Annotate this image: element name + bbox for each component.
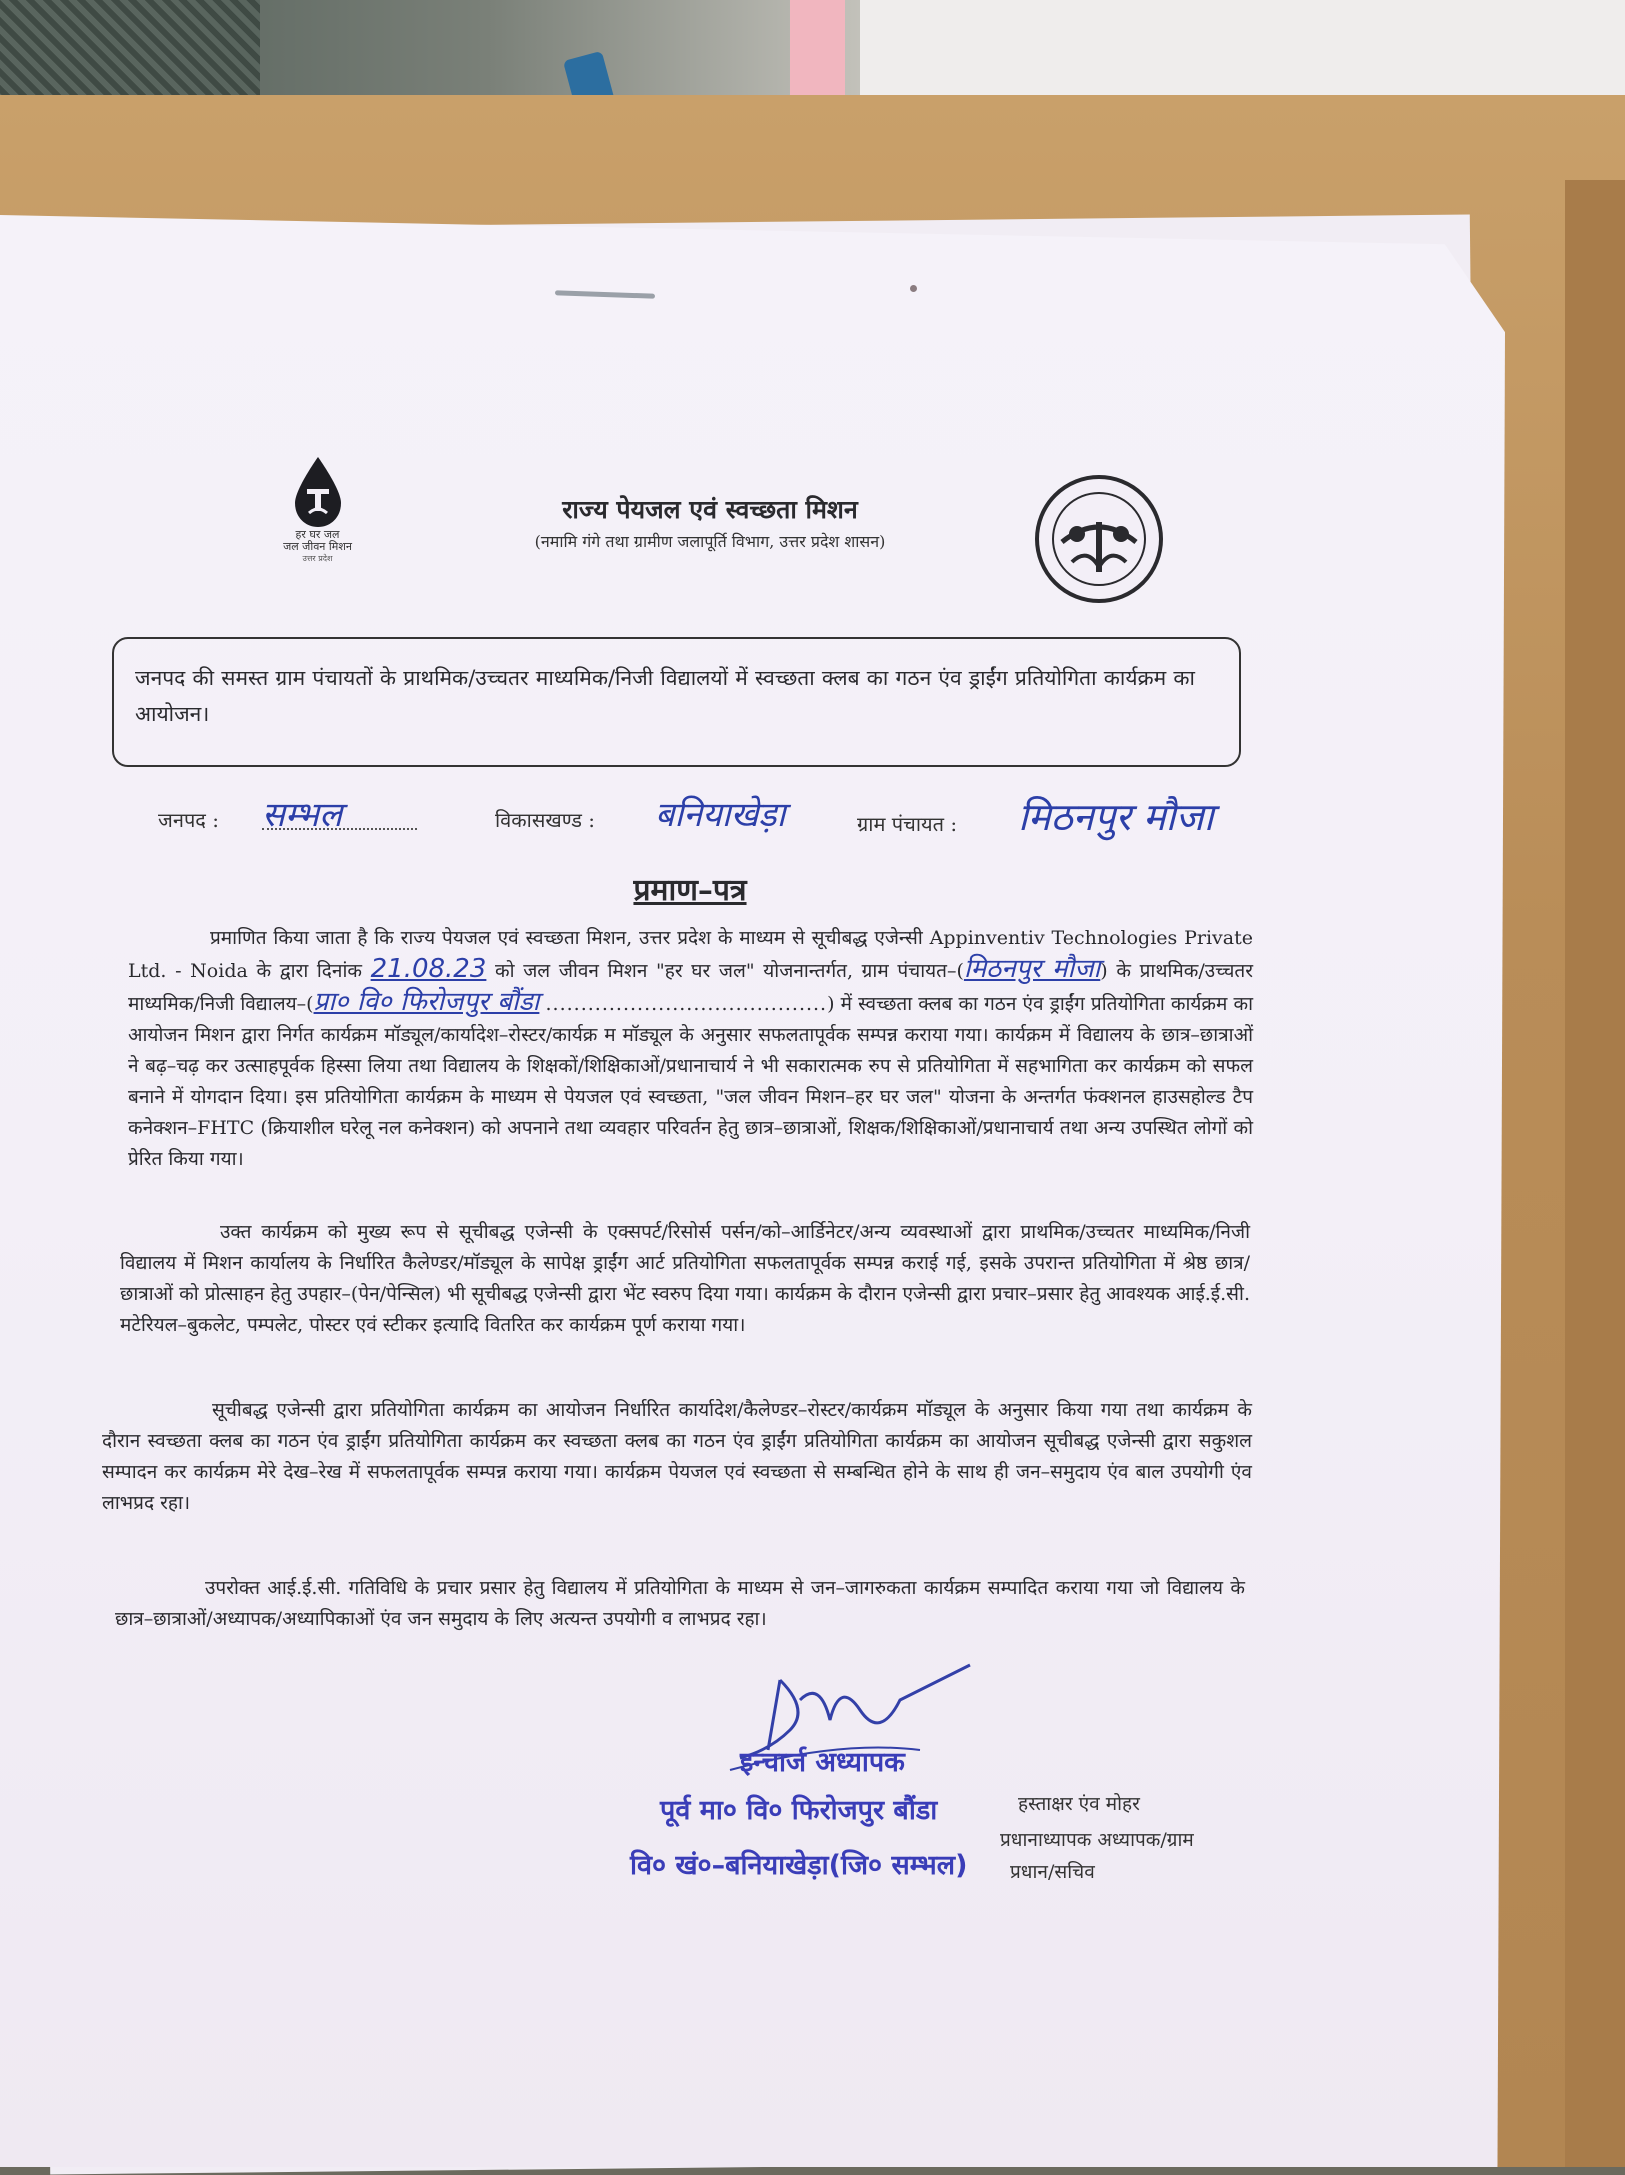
paragraph-4: उपरोक्त आई.ई.सी. गतिविधि के प्रचार प्रसार हेतु विद्यालय में प्रतियोगिता के माध्यम से जन–जागरुकता कार्यक्रम सम्पादित कराया गया जो विद्यालय के छात्र–छात्राओं/अध्यापक/अध्यापिकाओं एंव जन समुदाय के लिए अत्यन्त उपयोगी व लाभप्रद रहा। xyxy=(115,1577,1245,1630)
certificate-title: प्रमाण–पत्र xyxy=(633,873,747,908)
paragraph-1 xyxy=(128,923,1253,1175)
panchayat-label: ग्राम पंचायत : xyxy=(857,812,958,836)
left-logo xyxy=(265,455,370,585)
organization-title: राज्य पेयजल एवं स्वच्छता मिशन xyxy=(562,495,858,524)
block-label: विकासखण्ड : xyxy=(495,808,596,832)
p1-text-c: ) के प्राथमिक/उच्चतर माध्यमिक/निजी विद्यालय–( xyxy=(128,960,1253,1015)
p1-date: 21.08.23 xyxy=(370,954,487,984)
signature-note-3: प्रधान/सचिव xyxy=(1010,1861,1095,1883)
stamp-line-1: इन्चार्ज अध्यापक xyxy=(740,1747,905,1778)
p1-text-d: ) में स्वच्छता क्लब का गठन एंव ड्राईंग प्रतियोगिता कार्यक्रम का आयोजन मिशन द्वारा निर्गत कार्यक्रम मॉड्यूल/कार्यादेश–रोस्टर/कार्यक्र म मॉड्यूल के अनुसार सफलतापूर्वक सम्पन्न कराया गया। कार्यक्रम में विद्यालय के छात्र–छात्राओं ने बढ़–चढ़ कर उत्साहपूर्वक हिस्सा लिया तथा विद्यालय के शिक्षकों/शिक्षिकाओं/प्रधानाचार्य ने भी सकारात्मक रुप से प्रतियोगिता में सहभागिता कर कार्यक्रम को सफल बनाने में योगदान दिया। इस प्रतियोगिता कार्यक्रम के माध्यम से पेयजल एवं स्वच्छता, "जल जीवन मिशन–हर घर जल" योजना के अन्तर्गत फंक्शनल हाउसहोल्ड टैप कनेक्शन–FHTC (क्रियाशील घरेलू नल कनेक्शन) को अपनाने तथा व्यवहार परिवर्तन हेतु छात्र–छात्राओं, शिक्षक/शिक्षिकाओं/प्रधानाचार्य तथा अन्य उपस्थित लोगों को प्रेरित किया गया। xyxy=(128,993,1254,1170)
organization-subtitle: (नमामि गंगे तथा ग्रामीण जलापूर्ति विभाग, उत्तर प्रदेश शासन) xyxy=(534,532,886,551)
p1-panchayat: मिठनपुर मौजा xyxy=(963,954,1101,984)
paragraph-2: उक्त कार्यक्रम को मुख्य रूप से सूचीबद्ध एजेन्सी के एक्सपर्ट/रिसोर्स पर्सन/को–आर्डिनेटर/अन्य व्यवस्थाओं द्वारा प्राथमिक/उच्चतर माध्यमिक/निजी विद्यालय में मिशन कार्यालय के निर्धारित कैलेण्डर/मॉड्यूल के सापेक्ष ड्राईंग आर्ट प्रतियोगिता सफलतापूर्वक सम्पन्न कराई गई, इसके उपरान्त प्रतियोगिता में श्रेष्ठ छात्र/छात्राओं को प्रोत्साहन हेतु उपहार–(पेन/पेन्सिल) भी सूचीबद्ध एजेन्सी द्वारा भेंट स्वरुप दिया गया। कार्यक्रम के दौरान एजेन्सी द्वारा प्रचार–प्रसार हेतु आवश्यक आई.ई.सी. मटेरियल–बुकलेट, पम्पलेट, पोस्टर एवं स्टीकर इत्यादि वितरित कर कार्यक्रम पूर्ण कराया गया। xyxy=(120,1221,1250,1336)
logo-caption-3: उत्तर प्रदेश xyxy=(302,554,333,563)
block-value: बनियाखेड़ा xyxy=(655,795,786,835)
paragraph-3: सूचीबद्ध एजेन्सी द्वारा प्रतियोगिता कार्यक्रम का आयोजन निर्धारित कार्यादेश/कैलेण्डर–रोस्टर/कार्यक्रम मॉड्यूल के अनुसार किया गया तथा कार्यक्रम के दौरान स्वच्छता क्लब का गठन एंव ड्राईंग प्रतियोगिता कार्यक्रम कर स्वच्छता क्लब का गठन एंव ड्राईंग प्रतियोगिता कार्यक्रम का आयोजन सूचीबद्ध एजेन्सी द्वारा सकुशल सम्पादन कर कार्यक्रम मेरे देख–रेख में सफलतापूर्वक सम्पन्न कराया गया। कार्यक्रम पेयजल एवं स्वच्छता से सम्बन्धित होने के साथ ही जन–समुदाय एंव बाल उपयोगी एंव लाभप्रद रहा। xyxy=(102,1399,1252,1514)
district-dotline xyxy=(262,828,417,830)
p1-school: प्रा० वि० फिरोजपुर बौंडा xyxy=(313,987,540,1017)
district-value: सम्भल xyxy=(262,795,343,835)
panchayat-value: मिठनपुर मौजा xyxy=(1018,795,1214,839)
up-state-emblem-icon xyxy=(1032,472,1167,607)
water-drop-logo-icon xyxy=(289,455,347,529)
stamp-line-2: पूर्व मा० वि० फिरोजपुर बौंडा xyxy=(660,1795,938,1826)
district-label: जनपद : xyxy=(158,808,220,832)
signature-note-2: प्रधानाध्यापक अध्यापक/ग्राम xyxy=(1000,1829,1194,1851)
logo-caption-2: जल जीवन मिशन xyxy=(283,540,352,553)
p1-text-b: को जल जीवन मिशन "हर घर जल" योजनान्तर्गत, ग्राम पंचायत–( xyxy=(495,960,964,982)
p1-text-a: प्रमाणित किया जाता है कि राज्य पेयजल एवं स्वच्छता मिशन, उत्तर प्रदेश के माध्यम से सूचीबद्ध एजेन्सी Appinventiv Technologies Private Ltd. - Noida के द्वारा दिनांक xyxy=(128,927,1253,982)
stamp-line-3: वि० खं०–बनियाखेड़ा(जि० सम्भल) xyxy=(630,1850,968,1881)
p1-dots: ........................................ xyxy=(545,993,828,1015)
logo-caption-1: हर घर जल xyxy=(295,528,340,541)
subject-text: जनपद की समस्त ग्राम पंचायतों के प्राथमिक/उच्चतर माध्यमिक/निजी विद्यालयों में स्वच्छता क्लब का गठन एंव ड्राईंग प्रतियोगिता कार्यक्रम का आयोजन। xyxy=(135,666,1195,726)
signature-note-1: हस्ताक्षर एंव मोहर xyxy=(1018,1793,1140,1815)
